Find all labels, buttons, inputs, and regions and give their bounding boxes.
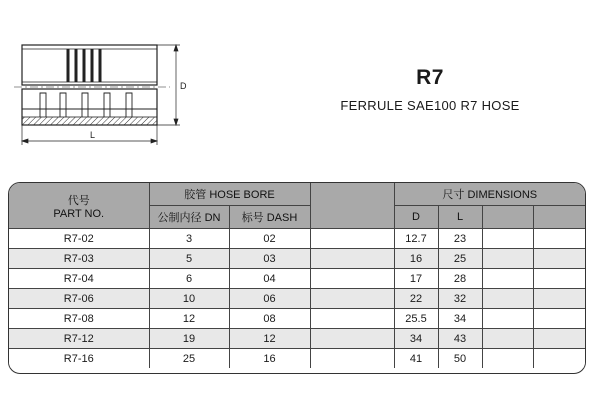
cell-d: 41 <box>394 349 438 369</box>
dimension-d <box>157 45 180 125</box>
cell-dash: 02 <box>229 229 310 249</box>
section-hatch <box>22 117 157 125</box>
inner-grooves <box>22 93 157 117</box>
cell-empty <box>533 229 585 249</box>
cell-dn: 6 <box>149 269 229 289</box>
cell-empty <box>482 289 533 309</box>
dimension-l-label: L <box>90 130 96 140</box>
cell-dash: 16 <box>229 349 310 369</box>
cell-empty <box>482 269 533 289</box>
header-hose-bore: 胶管 HOSE BORE <box>149 183 310 206</box>
cell-empty <box>533 289 585 309</box>
table-row <box>9 289 585 309</box>
cell-d: 16 <box>394 249 438 269</box>
cell-blank <box>310 329 394 349</box>
header-part-no-cn: 代号 <box>67 194 90 207</box>
cell-dn: 10 <box>149 289 229 309</box>
cell-part: R7-02 <box>9 229 149 249</box>
cell-blank <box>310 249 394 269</box>
cell-empty <box>482 229 533 249</box>
table-row <box>9 269 585 289</box>
table-row <box>9 349 585 369</box>
cell-l: 43 <box>438 329 482 349</box>
cell-dash: 08 <box>229 309 310 329</box>
ferrule-drawing <box>10 35 190 155</box>
cell-d: 34 <box>394 329 438 349</box>
product-code: R7 <box>416 66 444 89</box>
table-row <box>9 309 585 329</box>
cell-dash: 04 <box>229 269 310 289</box>
cell-dn: 19 <box>149 329 229 349</box>
cell-empty <box>533 329 585 349</box>
cell-part: R7-06 <box>9 289 149 309</box>
cell-d: 12.7 <box>394 229 438 249</box>
cell-dash: 12 <box>229 329 310 349</box>
cell-dn: 3 <box>149 229 229 249</box>
cell-empty <box>533 309 585 329</box>
header-extra-2 <box>533 206 585 229</box>
cell-part: R7-16 <box>9 349 149 369</box>
dimension-d-label: D <box>180 81 187 91</box>
cell-empty <box>482 249 533 269</box>
table-row <box>9 249 585 269</box>
ferrule-drawing-svg <box>10 35 190 155</box>
cell-d: 22 <box>394 289 438 309</box>
cell-part: R7-04 <box>9 269 149 289</box>
header-extra-1 <box>482 206 533 229</box>
product-subtitle: FERRULE SAE100 R7 HOSE <box>340 98 520 113</box>
cell-blank <box>310 289 394 309</box>
cell-dn: 5 <box>149 249 229 269</box>
header-part-no-en: PART NO. <box>53 207 105 220</box>
header-l: L <box>438 206 482 229</box>
cell-empty <box>482 329 533 349</box>
header-d: D <box>394 206 438 229</box>
cell-blank <box>310 309 394 329</box>
spec-table <box>8 182 586 374</box>
cell-empty <box>533 249 585 269</box>
cell-dash: 06 <box>229 289 310 309</box>
crimp-grooves <box>68 49 100 82</box>
cell-l: 23 <box>438 229 482 249</box>
cell-l: 50 <box>438 349 482 369</box>
header-dash: 标号 DASH <box>229 206 310 229</box>
cell-l: 32 <box>438 289 482 309</box>
cell-empty <box>533 349 585 369</box>
header-dn: 公制内径 DN <box>149 206 229 229</box>
header-blank <box>310 183 394 229</box>
cell-dash: 03 <box>229 249 310 269</box>
cell-blank <box>310 229 394 249</box>
table-row <box>9 229 585 249</box>
cell-blank <box>310 269 394 289</box>
cell-dn: 12 <box>149 309 229 329</box>
cell-part: R7-12 <box>9 329 149 349</box>
header-dimensions: 尺寸 DIMENSIONS <box>394 183 585 206</box>
cell-d: 17 <box>394 269 438 289</box>
title-block <box>300 66 560 113</box>
cell-empty <box>533 269 585 289</box>
cell-l: 34 <box>438 309 482 329</box>
cell-part: R7-08 <box>9 309 149 329</box>
ferrule-outline-top <box>22 45 157 85</box>
cell-part: R7-03 <box>9 249 149 269</box>
cell-blank <box>310 349 394 369</box>
cell-d: 25.5 <box>394 309 438 329</box>
cell-l: 28 <box>438 269 482 289</box>
cell-l: 25 <box>438 249 482 269</box>
cell-empty <box>482 309 533 329</box>
cell-empty <box>482 349 533 369</box>
cell-dn: 25 <box>149 349 229 369</box>
table-row <box>9 329 585 349</box>
header-part-no <box>9 183 149 229</box>
